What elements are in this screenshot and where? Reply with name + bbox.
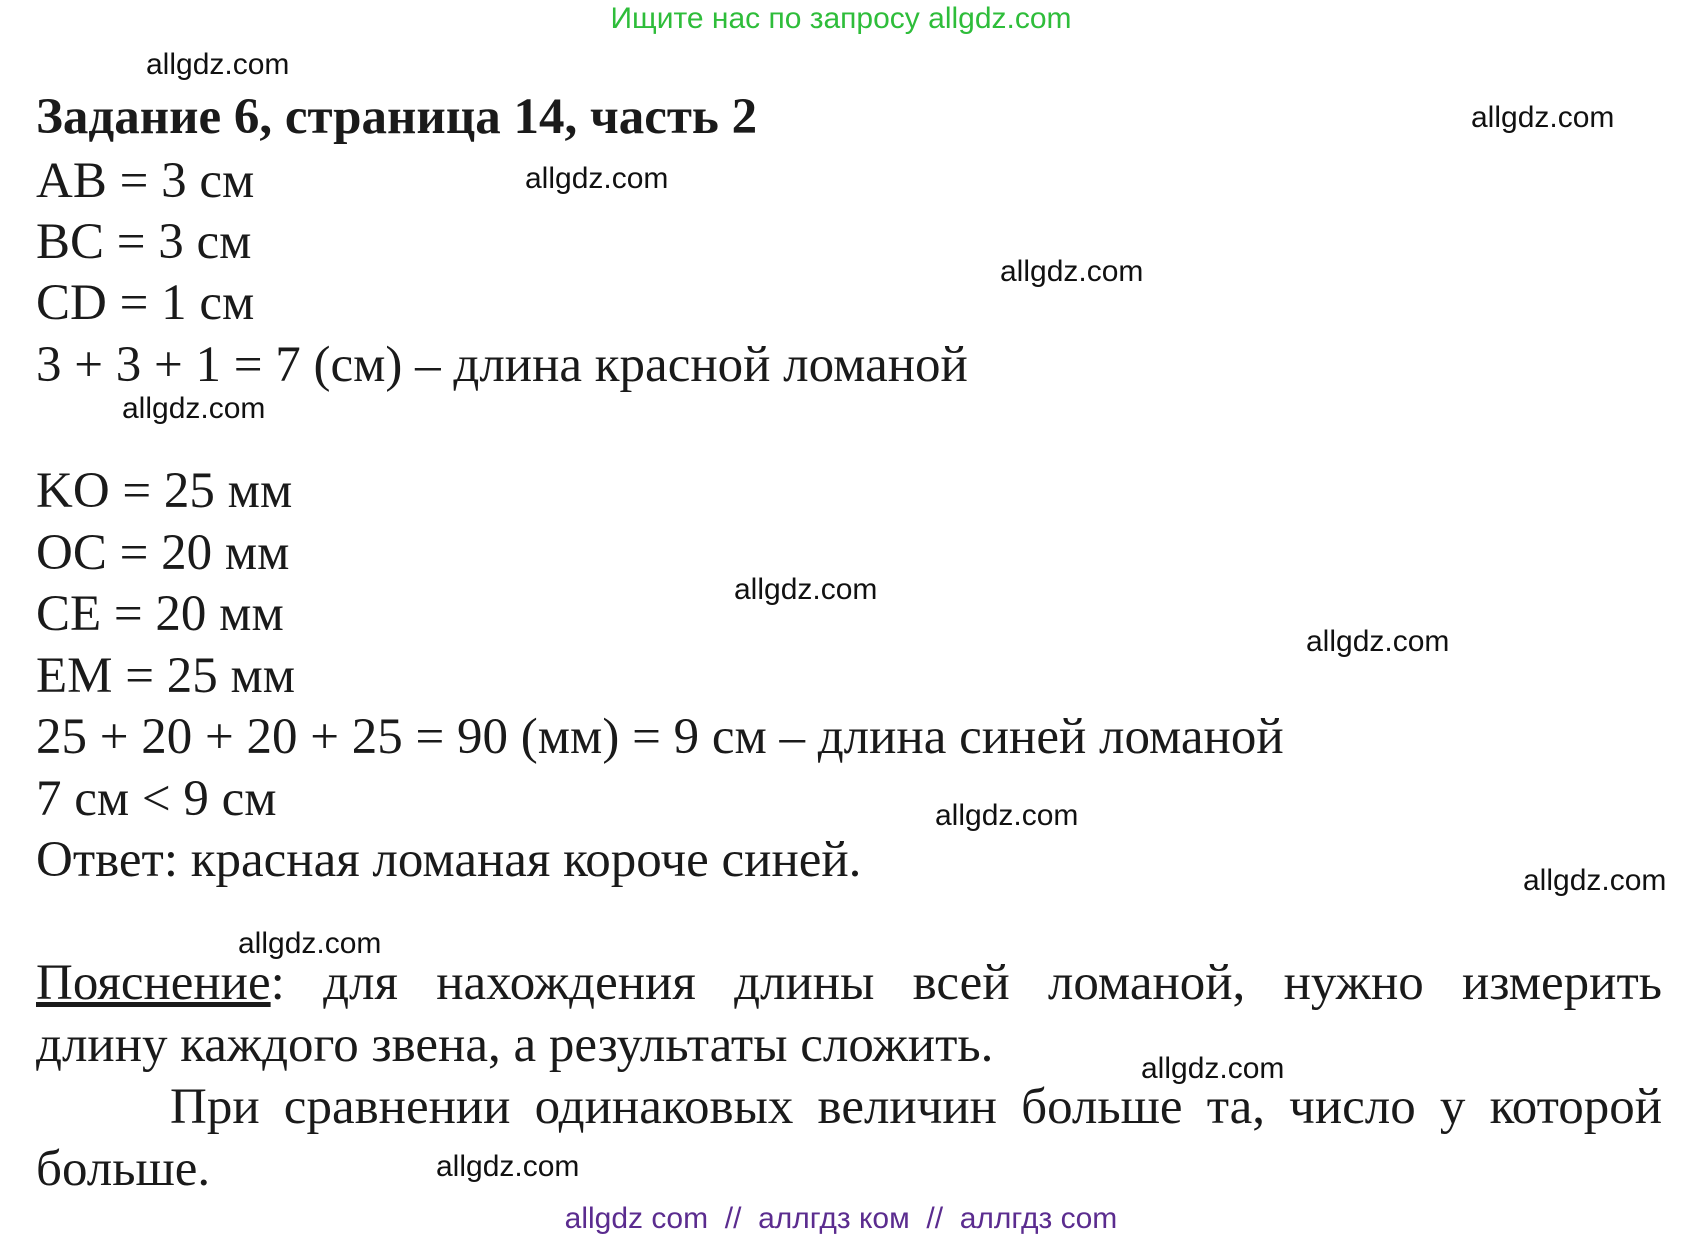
watermark: allgdz.com [146,48,290,81]
explanation-line-2: длину каждого звена, а результаты сложить. [36,1017,994,1073]
watermark: allgdz.com [935,799,1079,832]
watermark: allgdz.com [1471,101,1615,134]
answer: Ответ: красная ломаная короче синей. [36,832,862,888]
top-search-banner: Ищите нас по запросу allgdz.com [610,2,1072,35]
watermark: allgdz.com [436,1150,580,1183]
segment-em: EM = 25 мм [36,648,296,704]
task-title: Задание 6, страница 14, часть 2 [36,89,758,145]
explanation-line-3 [36,1076,1662,1138]
watermark: allgdz.com [1000,255,1144,288]
watermark: allgdz.com [1141,1052,1285,1085]
explanation-line-1 [36,952,1662,1014]
explanation-text-3: При сравнении одинаковых величин больше та, число у которой [170,1079,1662,1135]
watermark: allgdz.com [1306,625,1450,658]
explanation-line-4: больше. [36,1141,211,1197]
segment-ce: CE = 20 мм [36,586,284,642]
footer-links: allgdz com // аллгдз ком // аллгдз com [564,1202,1118,1235]
comparison: 7 см < 9 см [36,771,277,827]
watermark: allgdz.com [734,573,878,606]
segment-ko: KO = 25 мм [36,463,293,519]
watermark: allgdz.com [122,392,266,425]
explanation-label: Пояснение [36,955,271,1011]
watermark: allgdz.com [238,927,382,960]
red-polyline-sum: 3 + 3 + 1 = 7 (см) – длина красной ломаной [36,337,968,393]
segment-ab: AB = 3 см [36,153,255,209]
blue-polyline-sum: 25 + 20 + 20 + 25 = 90 (мм) = 9 см – длина синей ломаной [36,709,1284,765]
watermark: allgdz.com [1523,864,1667,897]
explanation-text-1: : для нахождения длины всей ломаной, нужно измерить [270,955,1662,1011]
watermark: allgdz.com [525,162,669,195]
segment-oc: OC = 20 мм [36,525,290,581]
segment-cd: CD = 1 см [36,275,255,331]
segment-bc: BC = 3 см [36,214,252,270]
